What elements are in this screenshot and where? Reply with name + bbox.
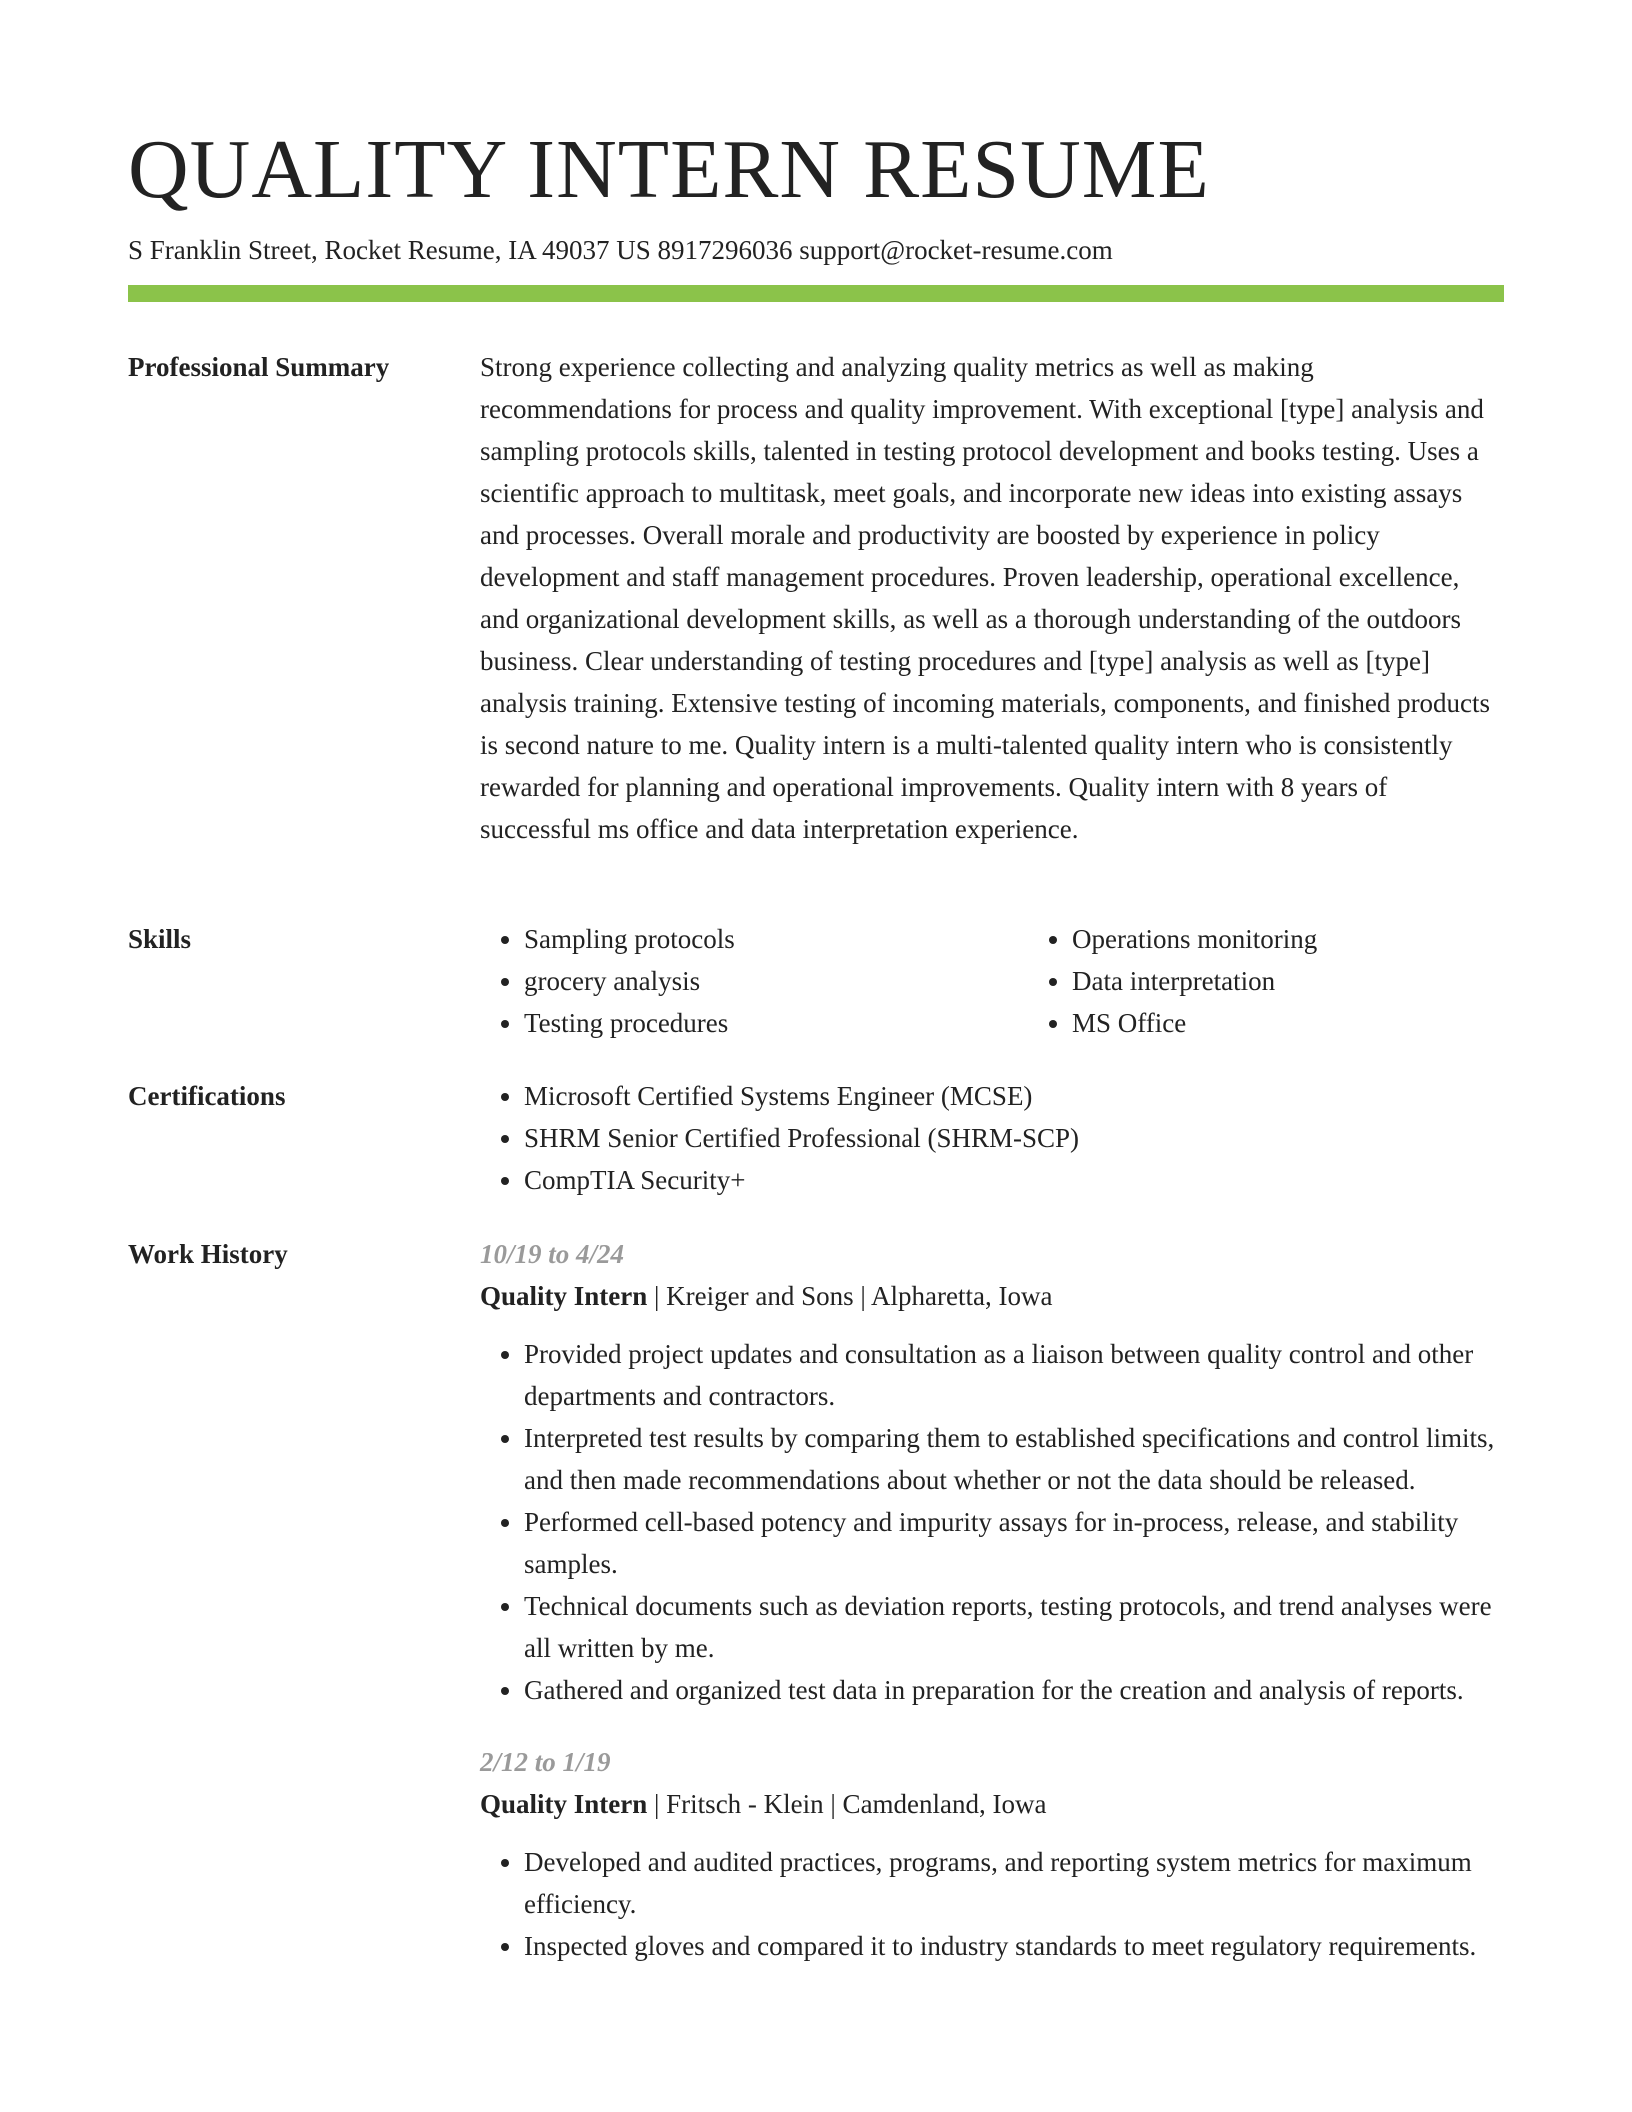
job-bullet: • Provided project updates and consultation as a liaison between quality control and other departments and contractors. xyxy=(524,1333,1504,1417)
job-bullets xyxy=(480,1841,1504,1967)
job-bullet: • Interpreted test results by comparing them to established specifications and control limits, and then made recommendations about whether or not the data should be released. xyxy=(524,1417,1504,1501)
work-history-content xyxy=(480,1233,1504,1967)
contact-line: S Franklin Street, Rocket Resume, IA 49037 US 8917296036 support@rocket-resume.com xyxy=(128,235,1113,265)
skill-item: • MS Office xyxy=(1072,1002,1512,1044)
summary-content xyxy=(480,346,1504,850)
certifications-list xyxy=(480,1075,1504,1201)
skill-item: • Operations monitoring xyxy=(1072,918,1512,960)
job-dates: 10/19 to 4/24 xyxy=(480,1239,625,1269)
job-title: Quality Intern xyxy=(480,1789,648,1819)
header-divider xyxy=(128,285,1504,302)
work-history-label: Work History xyxy=(128,1239,288,1269)
certification-item: • Microsoft Certified Systems Engineer (MCSE) xyxy=(524,1075,1504,1117)
summary-text: Strong experience collecting and analyzing quality metrics as well as making recommendations for process and quality improvement. With exceptional [type] analysis and sampling protocols skills, talented in testing protocol development and books testing. Uses a scientific approach to multitask, meet goals, and incorporate new ideas into existing assays and processes. Overall morale and productivity are boosted by experience in policy development and staff management procedures. Proven leadership, operational excellence, and organizational development skills, as well as a thorough understanding of the outdoors business. Clear understanding of testing procedures and [type] analysis as well as [type] analysis training. Extensive testing of incoming materials, components, and finished products is second nature to me. Quality intern is a multi-talented quality intern who is consistently rewarded for planning and operational improvements. Quality intern with 8 years of successful ms office and data interpretation experience. xyxy=(480,352,1491,844)
skill-item: • Sampling protocols xyxy=(524,918,984,960)
job-bullet: • Gathered and organized test data in preparation for the creation and analysis of reports. xyxy=(524,1669,1504,1711)
job-bullet: • Developed and audited practices, programs, and reporting system metrics for maximum efficiency. xyxy=(524,1841,1504,1925)
skills-label: Skills xyxy=(128,924,192,954)
certifications-label: Certifications xyxy=(128,1081,286,1111)
certification-item: • SHRM Senior Certified Professional (SHRM-SCP) xyxy=(524,1117,1504,1159)
job-bullets xyxy=(480,1333,1504,1711)
resume-title: QUALITY INTERN RESUME xyxy=(128,123,1210,216)
job-details: | Fritsch - Klein | Camdenland, Iowa xyxy=(647,1789,1047,1819)
skill-item: • Data interpretation xyxy=(1072,960,1512,1002)
job-bullet: • Technical documents such as deviation reports, testing protocols, and trend analyses were all written by me. xyxy=(524,1585,1504,1669)
job-entry xyxy=(480,1233,1504,1711)
certification-item: • CompTIA Security+ xyxy=(524,1159,1504,1201)
skills-list-left xyxy=(480,918,984,1044)
job-bullet: • Performed cell-based potency and impurity assays for in-process, release, and stability samples. xyxy=(524,1501,1504,1585)
job-dates: 2/12 to 1/19 xyxy=(480,1747,611,1777)
summary-label: Professional Summary xyxy=(128,352,390,382)
job-title: Quality Intern xyxy=(480,1281,648,1311)
job-heading xyxy=(480,1275,1504,1317)
job-entry xyxy=(480,1741,1504,1967)
job-heading xyxy=(480,1783,1504,1825)
job-details: | Kreiger and Sons | Alpharetta, Iowa xyxy=(647,1281,1053,1311)
skill-item: • Testing procedures xyxy=(524,1002,984,1044)
certifications-content xyxy=(480,1075,1504,1201)
skills-content xyxy=(480,918,1504,1044)
skills-list-right xyxy=(1028,918,1512,1044)
skill-item: • grocery analysis xyxy=(524,960,984,1002)
job-bullet: • Inspected gloves and compared it to industry standards to meet regulatory requirements. xyxy=(524,1925,1504,1967)
